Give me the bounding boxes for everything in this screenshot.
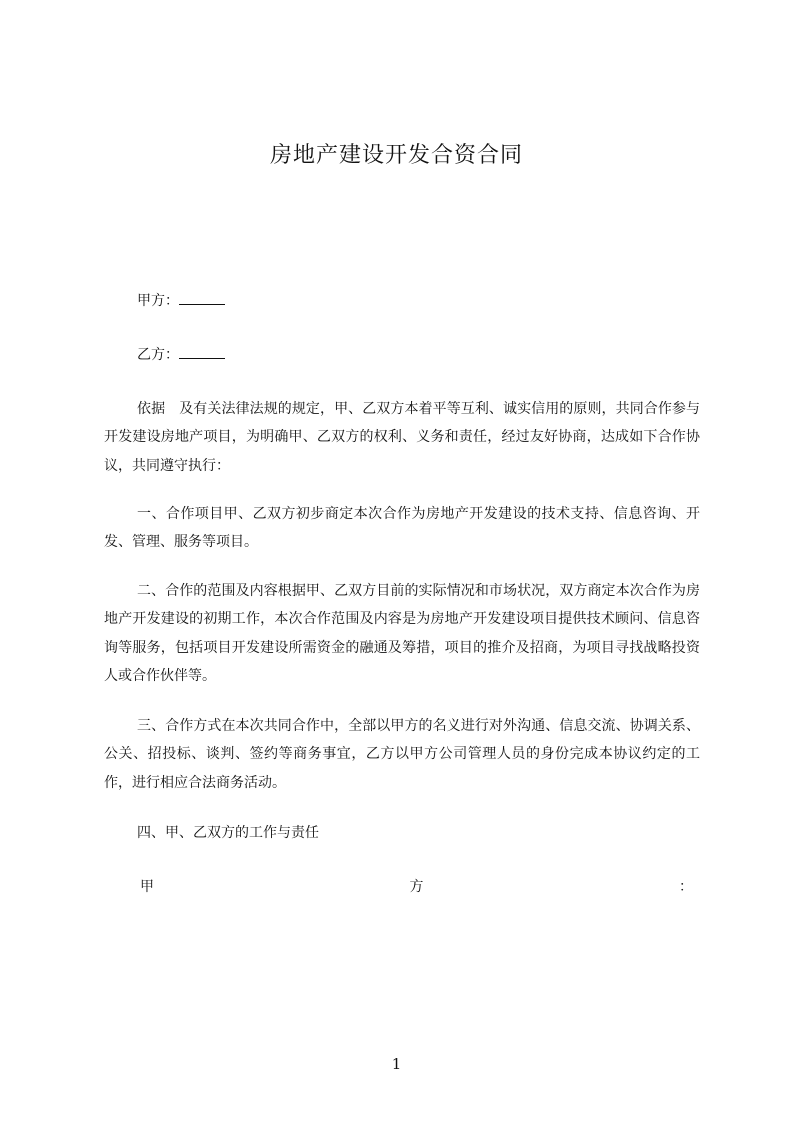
party-a-label: 甲方： <box>137 293 179 309</box>
party-a-line <box>137 290 225 311</box>
clause-1-paragraph: 一、合作项目甲、乙双方初步商定本次合作为房地产开发建设的技术支持、信息咨询、开发、管理、服务等项目。 <box>104 506 700 551</box>
party-a-blank <box>179 290 225 305</box>
party-b-line <box>137 344 225 365</box>
intro-paragraph: 依据 及有关法律法规的规定，甲、乙双方本着平等互利、诚实信用的原则，共同合作参与开发建设房地产项目，为明确甲、乙双方的权利、义务和责任，经过友好协商，达成如下合作协议，共同遵守执行： <box>104 401 700 474</box>
clause-4-heading: 四、甲、乙双方的工作与责任 <box>137 825 319 841</box>
party-b-label: 乙方： <box>137 347 179 363</box>
party-a-spread-line <box>140 877 693 897</box>
party-b-blank <box>179 344 225 359</box>
spread-char-2: 方 <box>409 879 424 895</box>
spread-char-3: ： <box>679 879 693 895</box>
document-title: 房地产建设开发合资合同 <box>269 143 523 168</box>
clause-3-paragraph: 三、合作方式在本次共同合作中，全部以甲方的名义进行对外沟通、信息交流、协调关系、公关、招投标、谈判、签约等商务事宜，乙方以甲方公司管理人员的身份完成本协议约定的工作，进行相应合法商务活动。 <box>104 718 700 791</box>
clause-2-paragraph: 二、合作的范围及内容根据甲、乙双方目前的实际情况和市场状况，双方商定本次合作为房地产开发建设的初期工作，本次合作范围及内容是为房地产开发建设项目提供技术顾问、信息咨询等服务，包括项目开发建设所需资金的融通及筹措，项目的推介及招商，为项目寻找战略投资人或合作伙伴等。 <box>104 583 700 685</box>
page-number: 1 <box>391 1055 402 1073</box>
spread-char-1: 甲 <box>140 879 154 895</box>
